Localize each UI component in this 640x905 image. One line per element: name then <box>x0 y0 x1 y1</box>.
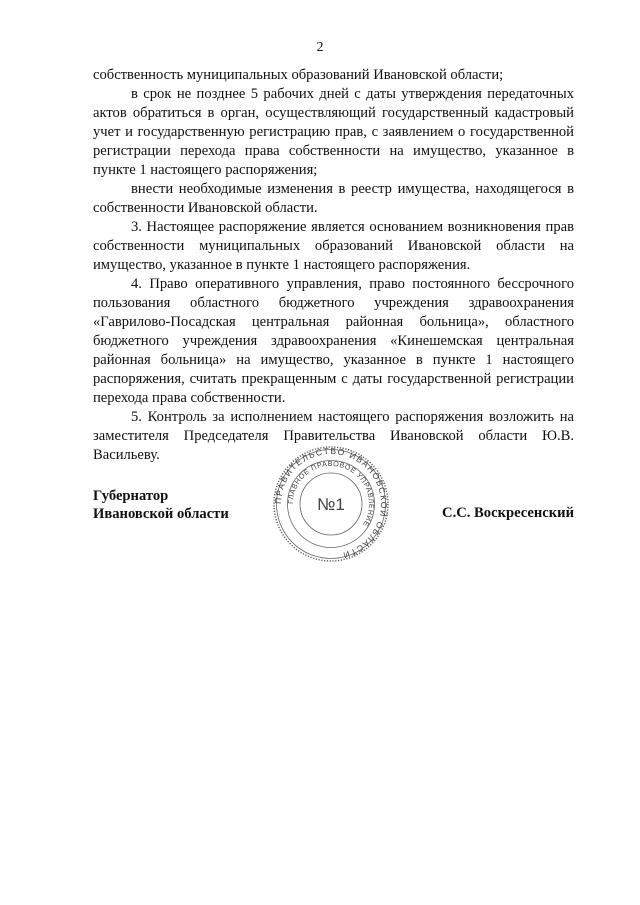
paragraph-item-4: 4. Право оперативного управления, право постоянного бессрочного пользования областного бюджетного учреждения здравоохранения «Гаврилово-Посадская центральная районная больница», областного бюджетного учреждения здравоохранения «Кинешемская центральная районная больница» на имущество, указанное в пункте 1 настоящего распоряжения, считать прекращенным с даты государственной регистрации перехода права собственности. <box>93 276 574 406</box>
seal-outer-text: ПРАВИТЕЛЬСТВО ИВАНОВСКОЙ ОБЛАСТИ <box>272 445 390 561</box>
signatory-title <box>93 487 229 523</box>
paragraph-item-5: 5. Контроль за исполнением настоящего распоряжения возложить на заместителя Председателя Правительства Ивановской области Ю.В. Васильеву. <box>93 409 574 463</box>
paragraph-registry-changes: внести необходимые изменения в реестр имущества, находящегося в собственности Ивановской области. <box>93 181 574 216</box>
document-body <box>93 66 574 465</box>
paragraph-continuation: собственность муниципальных образований Ивановской области; <box>93 67 504 83</box>
seal-graphic <box>272 445 390 563</box>
signatory-title-line2: Ивановской области <box>93 506 229 522</box>
official-seal <box>272 445 390 563</box>
seal-inner-text: ГЛАВНОЕ ПРАВОВОЕ УПРАВЛЕНИЕ <box>285 458 377 529</box>
signatory-name: С.С. Воскресенский <box>442 505 574 521</box>
signatory-title-line1: Губернатор <box>93 488 169 504</box>
svg-text:ГЛАВНОЕ ПРАВОВОЕ УПРАВЛЕНИЕ <box>286 459 376 529</box>
page-number: 2 <box>316 40 324 55</box>
paragraph-item-3: 3. Настоящее распоряжение является основанием возникновения прав собственности муниципальных образований Ивановской области на имущество, указанное в пункте 1 настоящего распоряжения. <box>93 219 574 273</box>
seal-number: №1 <box>317 495 345 514</box>
paragraph-registration-deadline: в срок не позднее 5 рабочих дней с даты утверждения передаточных актов обратиться в орган, осуществляющий государственный кадастровый учет и государственную регистрацию прав, с заявлением о государственной регистрации перехода права собственности на имущество, указанное в пункте 1 настоящего распоряжения; <box>93 86 574 178</box>
